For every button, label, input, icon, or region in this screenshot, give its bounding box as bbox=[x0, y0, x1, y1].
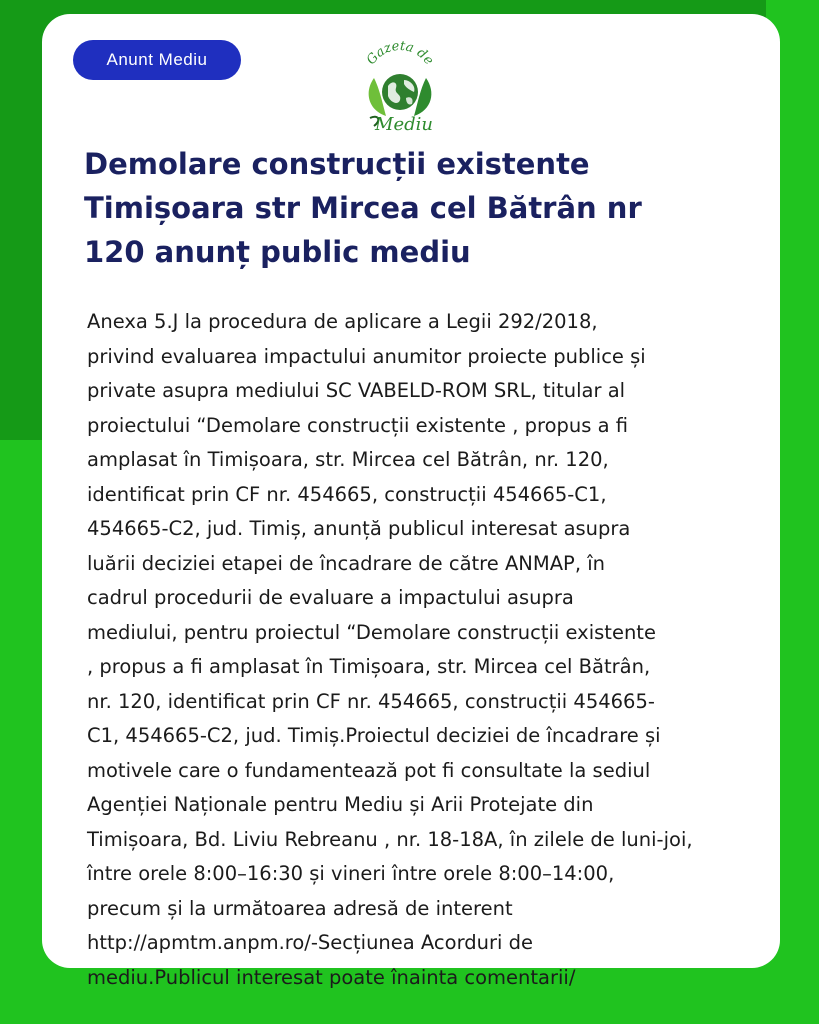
globe-leaf-logo-icon bbox=[352, 34, 448, 132]
announcement-card bbox=[42, 14, 780, 989]
logo-top-text: Gazeta de bbox=[363, 38, 437, 68]
logo-bottom-text: Mediu bbox=[375, 114, 433, 132]
svg-text:Gazeta de bbox=[364, 39, 437, 68]
article-title: Demolare construcții existente Timișoara str Mircea cel Bătrân nr 120 anunț public mediu bbox=[84, 147, 642, 269]
article-body: Anexa 5.J la procedura de aplicare a Legii 292/2018, privind evaluarea impactului anumitor proiecte publice și private asupra mediului SC VABELD-ROM SRL, titular al proiectului “Demolare construcții existente , propus a fi amplasat în Timișoara, str. Mircea cel Bătrân, nr. 120, identificat prin CF nr. 454665, construcții 454665-C1, 454665-C2, jud. Timiș, anunță publicul interesat asupra luării deciziei etapei de încadrare de către ANMAP, în cadrul procedurii de evaluare a impactului asupra mediului, pentru proiectul “Demolare construcții existente , propus a fi amplasat în Timișoara, str. Mircea cel Bătrân, nr. 120, identificat prin CF nr. 454665, construcții 454665- C1, 454665-C2, jud. Timiș.Proiectul deciziei de încadrare și motivele care o fundamentează pot fi consultate la sediul Agenției Naționale pentru Mediu și Arii Protejate din Timișoara, Bd. Liviu Rebreanu , nr. 18-18A, în zilele de luni-joi, între orele 8:00–16:30 și vineri între orele 8:00–14:00, precum și la următoarea adresă de interent http://apmtm.anpm.ro/-Secțiunea Acorduri de mediu.Publicul interesat poate înainta comentarii/ bbox=[87, 310, 693, 989]
category-badge-label: Anunt Mediu bbox=[106, 50, 208, 69]
category-badge[interactable] bbox=[73, 40, 241, 80]
